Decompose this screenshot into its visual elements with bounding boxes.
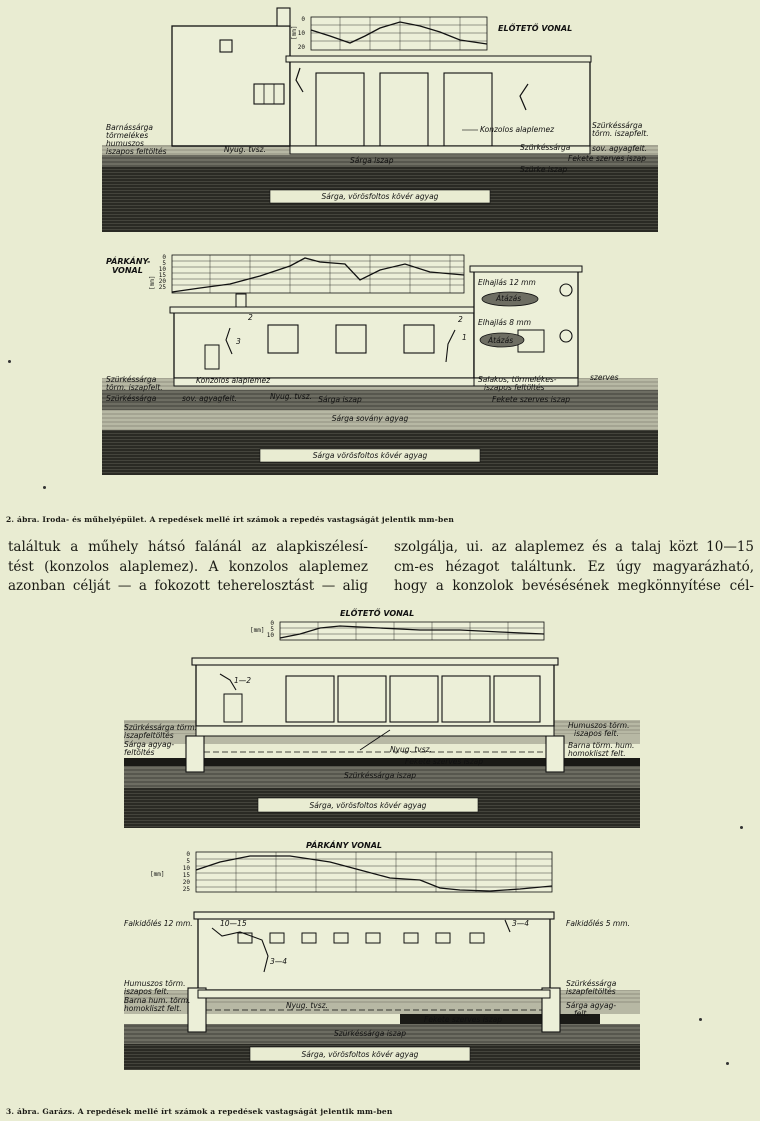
soil-label: Szürkéssárga törm. [124, 723, 198, 732]
soil-label: Barnássárga [106, 123, 154, 132]
soil-label: Szürkéssárga [106, 394, 157, 403]
organic-label: Fekete szerves iszap [424, 1015, 502, 1024]
scan-speck [740, 826, 743, 829]
figure-2-drawing [0, 0, 760, 505]
axis-tick: 20 [182, 879, 190, 886]
crack-number: 3—4 [512, 919, 530, 928]
scan-speck [726, 1062, 729, 1065]
axis-tick: 15 [158, 272, 166, 279]
clay-label: Sárga, vörösfoltos kövér agyag [321, 192, 439, 201]
water-level-label: Nyug. tvsz. [224, 145, 266, 154]
soil-label: sov. agyagfelt. [182, 394, 237, 403]
fig3-bottom-section [124, 839, 640, 1070]
soil-label: Fekete szerves iszap [568, 154, 646, 163]
footing [546, 736, 564, 772]
roof-slab [192, 658, 558, 665]
cornice-line-label: PÁRKÁNY VONAL [306, 841, 382, 850]
soil-label: törm. iszapfelt. [106, 383, 163, 392]
deflection-note: Elhajlás 8 mm [478, 318, 531, 327]
axis-tick: 0 [301, 16, 305, 23]
text-line: tést (konzolos alaplemez). A konzolos alaplemez [8, 558, 368, 575]
chimney [277, 8, 290, 26]
tower-roof [470, 266, 582, 272]
fig2-bottom-section [102, 254, 658, 475]
axis-tick: 0 [270, 620, 274, 627]
soil-label: Humuszos törm. [124, 979, 186, 988]
footing [186, 736, 204, 772]
scan-speck [8, 360, 11, 363]
silt-label: Sárga iszap [318, 395, 362, 404]
axis-tick: 20 [158, 278, 166, 285]
soil-label: iszapfeltöltés [124, 731, 174, 740]
crack-number: 10—15 [220, 919, 247, 928]
soil-label: homokliszt felt. [124, 1004, 182, 1013]
soil-label: Barna törm. hum. [568, 741, 635, 750]
body-text [8, 538, 754, 597]
soil-label: törm. iszapfelt. [592, 129, 649, 138]
text-line: szolgálja, ui. az alaplemez és a talaj közt 10—15 [394, 539, 754, 555]
axis-tick: 20 [297, 44, 305, 51]
garage-block [196, 664, 554, 726]
soil-label: Barna hum. törm. [124, 996, 191, 1005]
canopy-line-label: ELŐTETŐ VONAL [340, 609, 415, 618]
crack-number: 3 [236, 337, 241, 346]
crack-number: 2 [458, 315, 463, 324]
soil-label: iszapos feltöltés [484, 383, 545, 392]
damp-label: Átázás [488, 336, 514, 345]
soil-label: humuszos [106, 139, 144, 148]
crack-number: 2 [248, 313, 253, 322]
text-line: hogy a konzolok bevésésének megkönnyítése cél- [394, 578, 754, 594]
axis-unit: [mm] [250, 627, 265, 634]
figure-2-caption: 2. ábra. Iroda- és műhelyépület. A repedések mellé írt számok a repedés vastagságát jelentik mm-ben [6, 515, 455, 524]
tilt-note: Falkidőlés 5 mm. [566, 919, 630, 928]
axis-tick: 5 [270, 626, 274, 633]
water-level-label: Nyug. tvsz. [286, 1001, 328, 1010]
deflection-chart-frame [172, 255, 464, 293]
water-level-label: Nyug. tvsz. [390, 745, 432, 754]
crack-number: 1 [462, 333, 467, 342]
axis-tick: 25 [158, 284, 166, 291]
water-level-label: Nyug. tvsz. [270, 392, 312, 401]
organic-label: Fekete szerves iszap [405, 757, 483, 766]
soil-label: szerves [590, 373, 619, 382]
figure-2 [0, 0, 760, 505]
soil-label: iszapos feltöltés [106, 147, 167, 156]
axis-tick: 10 [297, 30, 305, 37]
axis-tick: 5 [162, 260, 166, 267]
silt-label: Sárga iszap [350, 156, 394, 165]
text-line: azonban célját — a fokozott teherelosztást — alig [8, 578, 368, 594]
clay-label: Sárga, vörösfoltos kövér agyag [309, 801, 427, 810]
office-block [172, 26, 290, 146]
chimney [236, 294, 246, 307]
damp-label: Átázás [496, 294, 522, 303]
fig2-top-section [102, 8, 658, 232]
axis-tick: 0 [186, 851, 190, 858]
soil-label: Humuszos törm. [568, 721, 630, 730]
fig3-top-section [124, 608, 640, 828]
scan-speck [43, 486, 46, 489]
axis-tick: 10 [266, 632, 274, 639]
cornice [170, 307, 476, 313]
foundation-label: Konzolos alaplemez [480, 125, 555, 134]
canopy [286, 56, 591, 62]
foundation-beam [198, 990, 550, 998]
soil-label: felt. [574, 1009, 589, 1018]
foundation-beam [196, 726, 554, 736]
clay-label: Sárga vörösfoltos kövér agyag [312, 451, 428, 460]
silt-label: Szürkéssárga iszap [343, 771, 417, 780]
axis-unit: [mm] [291, 25, 298, 40]
canopy-line-label: ELŐTETŐ VONAL [498, 24, 573, 33]
axis-tick: 15 [182, 872, 190, 879]
axis-unit: [mm] [149, 275, 156, 290]
axis-tick: 10 [182, 865, 190, 872]
text-column-left [8, 538, 368, 597]
soil-label: törmelékes [106, 131, 149, 140]
lean-clay-label: Sárga sovány agyag [331, 414, 409, 423]
axis-tick: 25 [182, 886, 190, 893]
deflection-chart-frame [280, 622, 544, 640]
text-line: találtuk a műhely hátsó falánál az alapkiszélesí- [8, 539, 368, 555]
soil-label: iszapos felt. [574, 729, 619, 738]
scan-speck [699, 1018, 702, 1021]
soil-label: sov. agyagfelt. [592, 144, 647, 153]
crack-number: 1—2 [234, 676, 252, 685]
garage-block [198, 918, 550, 990]
axis-tick: 0 [162, 254, 166, 261]
figure-3-caption: 3. ábra. Garázs. A repedések mellé írt számok a repedések vastagságát jelentik mm-ben [6, 1107, 393, 1116]
soil-label: Salakos, törmelékes- [478, 375, 557, 384]
soil-label: iszapos felt. [124, 987, 169, 996]
clay-label: Sárga, vörösfoltos kövér agyag [301, 1050, 419, 1059]
figure-3 [0, 600, 760, 1100]
axis-tick: 10 [158, 266, 166, 273]
cornice-line-label: PÁRKÁNY- [106, 257, 151, 266]
crack-number: 3—4 [270, 957, 288, 966]
soil-label: Szürkéssárga [566, 979, 617, 988]
soil-label: Szürkéssárga [106, 375, 157, 384]
roof-slab [194, 912, 554, 919]
figure-3-drawing [0, 600, 760, 1100]
soil-label: feltöltés [124, 748, 155, 757]
soil-label: Sárga agyag- [124, 740, 175, 749]
deflection-chart-frame [196, 852, 552, 892]
soil-label: Sárga agyag- [566, 1001, 617, 1010]
soil-label: Szürkéssárga [592, 121, 643, 130]
text-line: cm-es hézagot találtunk. Ez úgy magyarázható, [394, 558, 754, 575]
text-column-right [394, 538, 754, 597]
soil-label: homokliszt felt. [568, 749, 626, 758]
soil-label: Szürke iszap [520, 165, 568, 174]
soil-label: iszapfeltöltés [566, 987, 616, 996]
soil-label: Szürkéssárga [520, 143, 571, 152]
silt-label: Szürkéssárga iszap [333, 1029, 407, 1038]
tilt-note: Falkidőlés 12 mm. [124, 919, 193, 928]
axis-tick: 5 [186, 858, 190, 865]
cornice-line-label: VONAL [112, 266, 143, 275]
axis-unit: [mm] [150, 871, 165, 878]
deflection-note: Elhajlás 12 mm [478, 278, 536, 287]
foundation-label: Konzolos alaplemez [196, 376, 271, 385]
soil-label: Fekete szerves iszap [492, 395, 570, 404]
